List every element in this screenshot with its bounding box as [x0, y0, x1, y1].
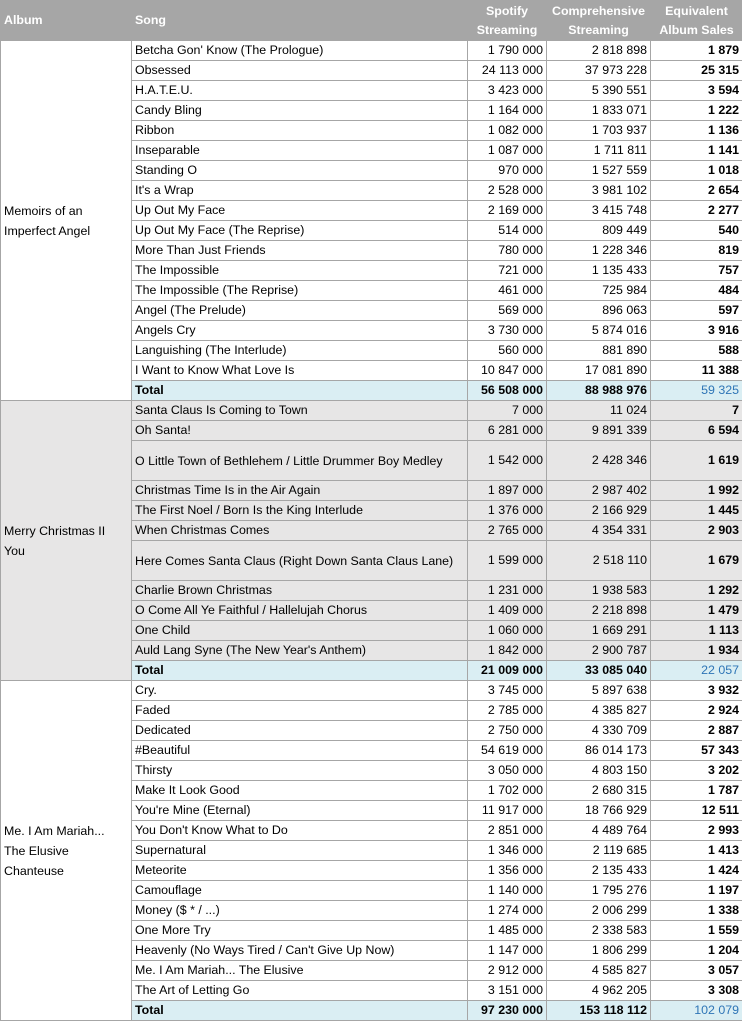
song-title: Thirsty — [132, 761, 468, 781]
header-spotify: Spotify Streaming — [468, 1, 547, 41]
spotify-streams: 6 281 000 — [468, 421, 547, 441]
song-title: The First Noel / Born Is the King Interlude — [132, 501, 468, 521]
total-equivalent: 59 325 — [651, 381, 742, 401]
comprehensive-streams: 2 987 402 — [547, 481, 651, 501]
equivalent-sales: 1 992 — [651, 481, 742, 501]
spotify-streams: 1 702 000 — [468, 781, 547, 801]
equivalent-sales: 2 993 — [651, 821, 742, 841]
song-title: Heavenly (No Ways Tired / Can't Give Up Now) — [132, 941, 468, 961]
equivalent-sales: 11 388 — [651, 361, 742, 381]
spotify-streams: 1 147 000 — [468, 941, 547, 961]
spotify-streams: 1 164 000 — [468, 101, 547, 121]
song-title: Christmas Time Is in the Air Again — [132, 481, 468, 501]
song-title: Money ($ * / ...) — [132, 901, 468, 921]
comprehensive-streams: 2 428 346 — [547, 441, 651, 481]
spotify-streams: 3 151 000 — [468, 981, 547, 1001]
song-title: Oh Santa! — [132, 421, 468, 441]
spotify-streams: 1 346 000 — [468, 841, 547, 861]
comprehensive-streams: 18 766 929 — [547, 801, 651, 821]
spotify-streams: 3 745 000 — [468, 681, 547, 701]
comprehensive-streams: 3 415 748 — [547, 201, 651, 221]
album-name: Merry Christmas II You — [1, 401, 132, 681]
comprehensive-streams: 1 228 346 — [547, 241, 651, 261]
spotify-streams: 1 599 000 — [468, 541, 547, 581]
comprehensive-streams: 725 984 — [547, 281, 651, 301]
comprehensive-streams: 881 890 — [547, 341, 651, 361]
total-comprehensive: 88 988 976 — [547, 381, 651, 401]
comprehensive-streams: 1 806 299 — [547, 941, 651, 961]
comprehensive-streams: 1 703 937 — [547, 121, 651, 141]
spotify-streams: 1 542 000 — [468, 441, 547, 481]
song-title: Languishing (The Interlude) — [132, 341, 468, 361]
equivalent-sales: 819 — [651, 241, 742, 261]
spotify-streams: 1 842 000 — [468, 641, 547, 661]
comprehensive-streams: 2 818 898 — [547, 41, 651, 61]
spotify-streams: 1 376 000 — [468, 501, 547, 521]
equivalent-sales: 3 932 — [651, 681, 742, 701]
song-title: I Want to Know What Love Is — [132, 361, 468, 381]
spotify-streams: 2 528 000 — [468, 181, 547, 201]
equivalent-sales: 1 479 — [651, 601, 742, 621]
equivalent-sales: 1 619 — [651, 441, 742, 481]
song-title: The Art of Letting Go — [132, 981, 468, 1001]
equivalent-sales: 3 916 — [651, 321, 742, 341]
spotify-streams: 2 785 000 — [468, 701, 547, 721]
total-label: Total — [132, 1001, 468, 1021]
equivalent-sales: 3 308 — [651, 981, 742, 1001]
total-spotify: 97 230 000 — [468, 1001, 547, 1021]
equivalent-sales: 3 202 — [651, 761, 742, 781]
total-comprehensive: 153 118 112 — [547, 1001, 651, 1021]
comprehensive-streams: 1 527 559 — [547, 161, 651, 181]
equivalent-sales: 540 — [651, 221, 742, 241]
comprehensive-streams: 2 518 110 — [547, 541, 651, 581]
equivalent-sales: 1 136 — [651, 121, 742, 141]
song-title: Auld Lang Syne (The New Year's Anthem) — [132, 641, 468, 661]
equivalent-sales: 1 204 — [651, 941, 742, 961]
equivalent-sales: 3 057 — [651, 961, 742, 981]
comprehensive-streams: 1 669 291 — [547, 621, 651, 641]
total-spotify: 21 009 000 — [468, 661, 547, 681]
total-equivalent: 102 079 — [651, 1001, 742, 1021]
comprehensive-streams: 4 385 827 — [547, 701, 651, 721]
song-title: Angels Cry — [132, 321, 468, 341]
song-title: Up Out My Face (The Reprise) — [132, 221, 468, 241]
spotify-streams: 10 847 000 — [468, 361, 547, 381]
comprehensive-streams: 4 489 764 — [547, 821, 651, 841]
spotify-streams: 1 356 000 — [468, 861, 547, 881]
comprehensive-streams: 2 135 433 — [547, 861, 651, 881]
comprehensive-streams: 17 081 890 — [547, 361, 651, 381]
total-comprehensive: 33 085 040 — [547, 661, 651, 681]
album-group-memoirs — [1, 41, 742, 401]
spotify-streams: 1 485 000 — [468, 921, 547, 941]
equivalent-sales: 1 424 — [651, 861, 742, 881]
song-title: One More Try — [132, 921, 468, 941]
song-title: The Impossible (The Reprise) — [132, 281, 468, 301]
equivalent-sales: 1 413 — [651, 841, 742, 861]
equivalent-sales: 6 594 — [651, 421, 742, 441]
equivalent-sales: 12 511 — [651, 801, 742, 821]
song-title: Supernatural — [132, 841, 468, 861]
spotify-streams: 2 912 000 — [468, 961, 547, 981]
equivalent-sales: 1 934 — [651, 641, 742, 661]
spotify-streams: 3 730 000 — [468, 321, 547, 341]
spotify-streams: 569 000 — [468, 301, 547, 321]
spotify-streams: 514 000 — [468, 221, 547, 241]
spotify-streams: 1 274 000 — [468, 901, 547, 921]
equivalent-sales: 1 445 — [651, 501, 742, 521]
equivalent-sales: 2 277 — [651, 201, 742, 221]
comprehensive-streams: 2 218 898 — [547, 601, 651, 621]
equivalent-sales: 2 887 — [651, 721, 742, 741]
spotify-streams: 2 750 000 — [468, 721, 547, 741]
song-title: The Impossible — [132, 261, 468, 281]
song-title: You're Mine (Eternal) — [132, 801, 468, 821]
spotify-streams: 721 000 — [468, 261, 547, 281]
song-title: Betcha Gon' Know (The Prologue) — [132, 41, 468, 61]
equivalent-sales: 57 343 — [651, 741, 742, 761]
equivalent-sales: 2 654 — [651, 181, 742, 201]
comprehensive-streams: 5 897 638 — [547, 681, 651, 701]
song-title: Faded — [132, 701, 468, 721]
song-title: O Little Town of Bethlehem / Little Drummer Boy Medley — [132, 441, 468, 481]
equivalent-sales: 757 — [651, 261, 742, 281]
comprehensive-streams: 4 803 150 — [547, 761, 651, 781]
song-title: #Beautiful — [132, 741, 468, 761]
comprehensive-streams: 4 962 205 — [547, 981, 651, 1001]
comprehensive-streams: 1 833 071 — [547, 101, 651, 121]
song-title: Santa Claus Is Coming to Town — [132, 401, 468, 421]
spotify-streams: 1 060 000 — [468, 621, 547, 641]
spotify-streams: 1 082 000 — [468, 121, 547, 141]
total-equivalent: 22 057 — [651, 661, 742, 681]
spotify-streams: 1 790 000 — [468, 41, 547, 61]
spotify-streams: 54 619 000 — [468, 741, 547, 761]
comprehensive-streams: 2 006 299 — [547, 901, 651, 921]
header-row — [1, 1, 742, 41]
total-spotify: 56 508 000 — [468, 381, 547, 401]
album-name: Me. I Am Mariah... The Elusive Chanteuse — [1, 681, 132, 1021]
spotify-streams: 970 000 — [468, 161, 547, 181]
song-title: Here Comes Santa Claus (Right Down Santa Claus Lane) — [132, 541, 468, 581]
song-title: Meteorite — [132, 861, 468, 881]
comprehensive-streams: 1 711 811 — [547, 141, 651, 161]
comprehensive-streams: 5 390 551 — [547, 81, 651, 101]
song-title: H.A.T.E.U. — [132, 81, 468, 101]
song-title: More Than Just Friends — [132, 241, 468, 261]
spotify-streams: 461 000 — [468, 281, 547, 301]
song-title: Standing O — [132, 161, 468, 181]
spotify-streams: 1 231 000 — [468, 581, 547, 601]
equivalent-sales: 7 — [651, 401, 742, 421]
album-group-merry-christmas — [1, 401, 742, 681]
song-title: Charlie Brown Christmas — [132, 581, 468, 601]
equivalent-sales: 1 559 — [651, 921, 742, 941]
equivalent-sales: 1 679 — [651, 541, 742, 581]
comprehensive-streams: 2 166 929 — [547, 501, 651, 521]
spotify-streams: 2 765 000 — [468, 521, 547, 541]
table-row — [1, 681, 742, 701]
song-title: Obsessed — [132, 61, 468, 81]
spotify-streams: 1 409 000 — [468, 601, 547, 621]
comprehensive-streams: 4 354 331 — [547, 521, 651, 541]
comprehensive-streams: 5 874 016 — [547, 321, 651, 341]
album-group-me-i-am-mariah — [1, 681, 742, 1021]
comprehensive-streams: 2 119 685 — [547, 841, 651, 861]
spotify-streams: 24 113 000 — [468, 61, 547, 81]
equivalent-sales: 1 222 — [651, 101, 742, 121]
spotify-streams: 3 050 000 — [468, 761, 547, 781]
song-title: Ribbon — [132, 121, 468, 141]
equivalent-sales: 1 141 — [651, 141, 742, 161]
comprehensive-streams: 37 973 228 — [547, 61, 651, 81]
equivalent-sales: 1 292 — [651, 581, 742, 601]
spotify-streams: 1 087 000 — [468, 141, 547, 161]
song-title: Candy Bling — [132, 101, 468, 121]
comprehensive-streams: 809 449 — [547, 221, 651, 241]
spotify-streams: 780 000 — [468, 241, 547, 261]
song-title: Up Out My Face — [132, 201, 468, 221]
song-title: Make It Look Good — [132, 781, 468, 801]
comprehensive-streams: 2 680 315 — [547, 781, 651, 801]
equivalent-sales: 1 338 — [651, 901, 742, 921]
song-title: Me. I Am Mariah... The Elusive — [132, 961, 468, 981]
comprehensive-streams: 2 338 583 — [547, 921, 651, 941]
equivalent-sales: 484 — [651, 281, 742, 301]
album-name: Memoirs of an Imperfect Angel — [1, 41, 132, 401]
equivalent-sales: 588 — [651, 341, 742, 361]
spotify-streams: 7 000 — [468, 401, 547, 421]
comprehensive-streams: 11 024 — [547, 401, 651, 421]
table-row — [1, 401, 742, 421]
equivalent-sales: 2 924 — [651, 701, 742, 721]
song-title: When Christmas Comes — [132, 521, 468, 541]
equivalent-sales: 1 113 — [651, 621, 742, 641]
header-album: Album — [1, 1, 132, 41]
song-title: Camouflage — [132, 881, 468, 901]
comprehensive-streams: 1 795 276 — [547, 881, 651, 901]
song-title: O Come All Ye Faithful / Hallelujah Chorus — [132, 601, 468, 621]
comprehensive-streams: 1 938 583 — [547, 581, 651, 601]
song-title: It's a Wrap — [132, 181, 468, 201]
comprehensive-streams: 1 135 433 — [547, 261, 651, 281]
song-title: Cry. — [132, 681, 468, 701]
spotify-streams: 560 000 — [468, 341, 547, 361]
spotify-streams: 11 917 000 — [468, 801, 547, 821]
comprehensive-streams: 4 585 827 — [547, 961, 651, 981]
song-title: You Don't Know What to Do — [132, 821, 468, 841]
spotify-streams: 1 897 000 — [468, 481, 547, 501]
spotify-streams: 1 140 000 — [468, 881, 547, 901]
song-title: Dedicated — [132, 721, 468, 741]
comprehensive-streams: 9 891 339 — [547, 421, 651, 441]
song-title: One Child — [132, 621, 468, 641]
equivalent-sales: 1 197 — [651, 881, 742, 901]
equivalent-sales: 25 315 — [651, 61, 742, 81]
comprehensive-streams: 4 330 709 — [547, 721, 651, 741]
equivalent-sales: 3 594 — [651, 81, 742, 101]
comprehensive-streams: 86 014 173 — [547, 741, 651, 761]
table-row — [1, 41, 742, 61]
equivalent-sales: 2 903 — [651, 521, 742, 541]
equivalent-sales: 1 787 — [651, 781, 742, 801]
total-label: Total — [132, 661, 468, 681]
header-equivalent: Equivalent Album Sales — [651, 1, 742, 41]
song-title: Angel (The Prelude) — [132, 301, 468, 321]
spotify-streams: 3 423 000 — [468, 81, 547, 101]
total-label: Total — [132, 381, 468, 401]
spotify-streams: 2 169 000 — [468, 201, 547, 221]
spotify-streams: 2 851 000 — [468, 821, 547, 841]
equivalent-sales: 597 — [651, 301, 742, 321]
comprehensive-streams: 3 981 102 — [547, 181, 651, 201]
equivalent-sales: 1 879 — [651, 41, 742, 61]
comprehensive-streams: 896 063 — [547, 301, 651, 321]
header-song: Song — [132, 1, 468, 41]
comprehensive-streams: 2 900 787 — [547, 641, 651, 661]
equivalent-sales: 1 018 — [651, 161, 742, 181]
song-title: Inseparable — [132, 141, 468, 161]
header-comprehensive: Comprehensive Streaming — [547, 1, 651, 41]
